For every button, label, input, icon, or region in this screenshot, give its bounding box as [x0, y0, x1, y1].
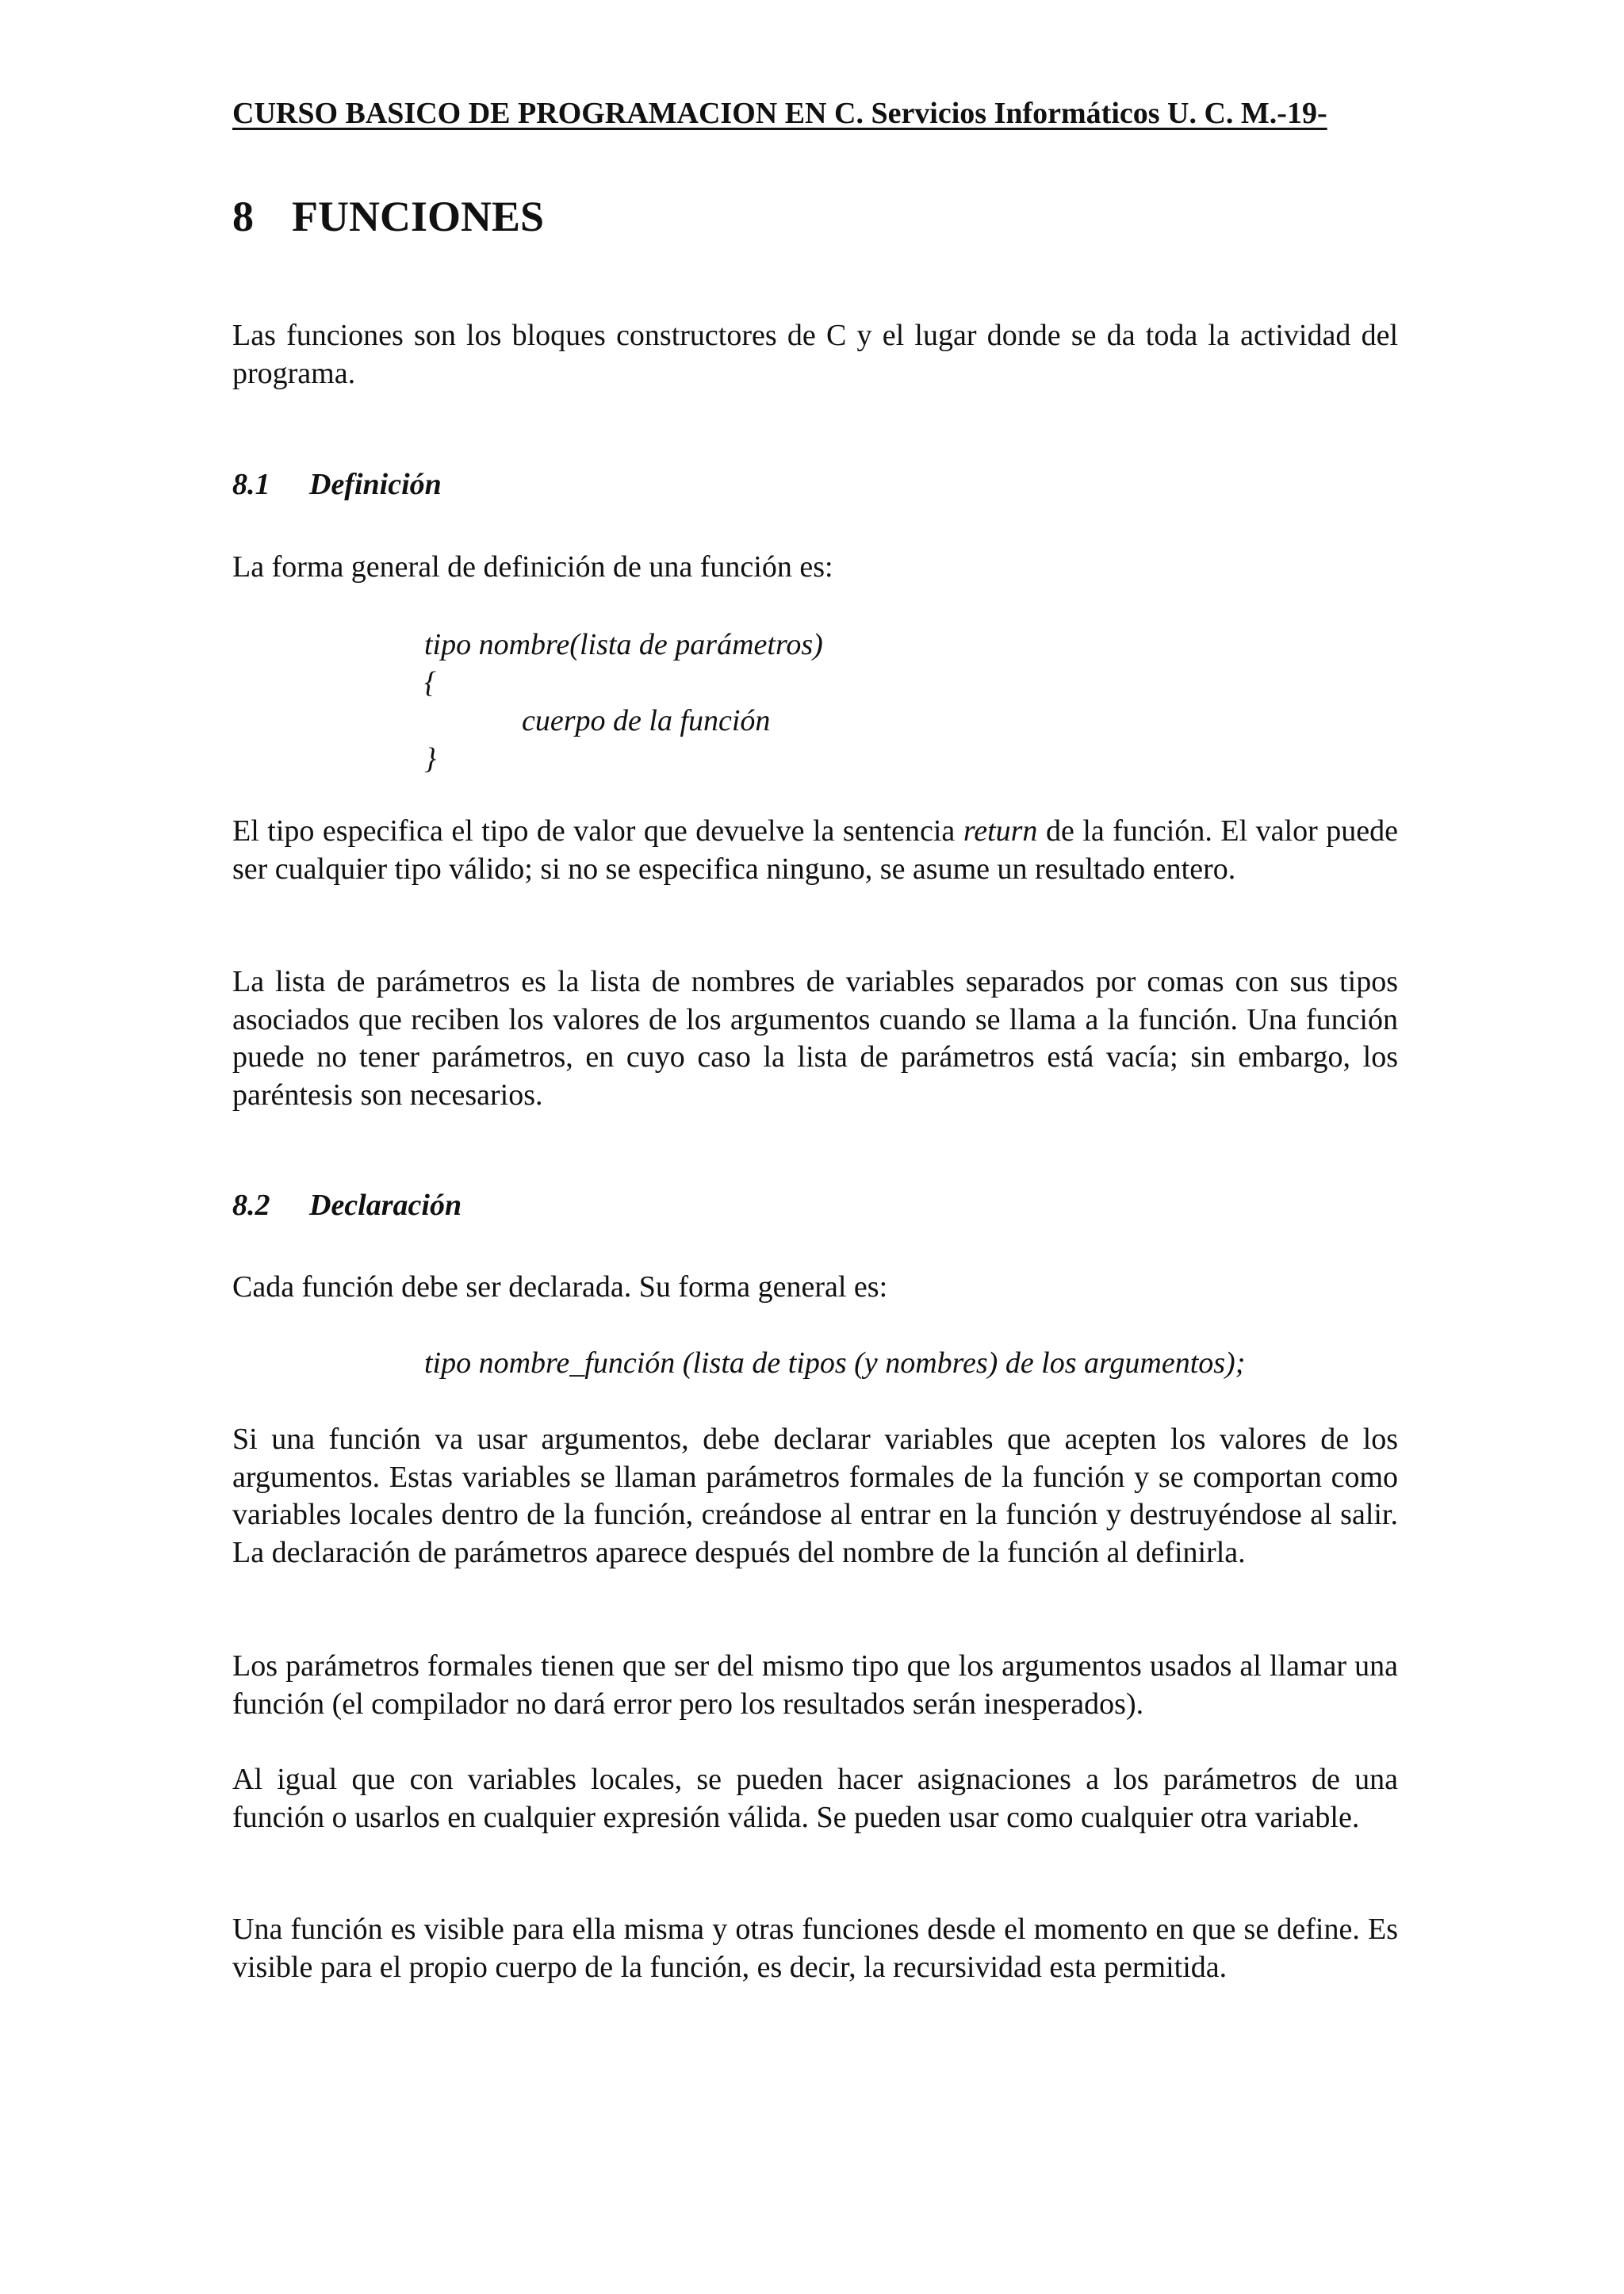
syntax-signature: tipo nombre(lista de parámetros) — [424, 628, 823, 661]
subsection-title: Definición — [309, 468, 442, 501]
subsection-heading-definicion — [232, 466, 442, 503]
definition-lead: La forma general de definición de una función es: — [232, 550, 833, 584]
subsection-title: Declaración — [309, 1189, 462, 1222]
declaration-paragraph-formal: Los parámetros formales tienen que ser del mismo tipo que los argumentos usados al llamar una función (el compilador no dará error pero los resultados serán inesperados). — [232, 1649, 1398, 1721]
declaration-paragraph-visibility: Una función es visible para ella misma y otras funciones desde el momento en que se define. Es visible para el propio cuerpo de la función, es decir, la recursividad esta permitida. — [232, 1913, 1398, 1984]
definition-paragraph-params: La lista de parámetros es la lista de nombres de variables separados por comas con sus tipos asociados que reciben los valores de los argumentos cuando se llama a la función. Una función puede no tener parámetros, en cuyo caso la lista de parámetros está vacía; sin embargo, los paréntesis son necesarios. — [232, 965, 1398, 1112]
type-text-before: El tipo especifica el tipo de valor que devuelve la sentencia — [232, 814, 963, 848]
section-number: 8 — [232, 193, 254, 240]
subsection-heading-declaracion — [232, 1187, 462, 1224]
syntax-open-brace: { — [424, 666, 437, 699]
section-heading — [232, 190, 544, 243]
section-title: FUNCIONES — [292, 193, 545, 240]
syntax-close-brace: } — [424, 742, 437, 776]
subsection-number: 8.1 — [232, 468, 270, 501]
syntax-body: cuerpo de la función — [522, 704, 771, 737]
declaration-syntax: tipo nombre_función (lista de tipos (y nombres) de los argumentos); — [424, 1346, 1246, 1380]
definition-syntax-block — [424, 626, 823, 778]
type-text-after: de la función. El valor puede ser cualquier tipo válido; si no se especifica ninguno, se asume un resultado entero. — [232, 814, 1399, 886]
running-header: CURSO BASICO DE PROGRAMACION EN C. Servicios Informáticos U. C. M.-19- — [232, 97, 1327, 130]
declaration-paragraph-assign: Al igual que con variables locales, se pueden hacer asignaciones a los parámetros de una función o usarlos en cualquier expresión válida. Se pueden usar como cualquier otra variable. — [232, 1763, 1398, 1834]
definition-paragraph-type — [232, 813, 1398, 888]
return-keyword: return — [963, 814, 1038, 848]
declaration-lead: Cada función debe ser declarada. Su forma general es: — [232, 1270, 888, 1304]
declaration-paragraph-args: Si una función va usar argumentos, debe declarar variables que acepten los valores de los argumentos. Estas variables se llaman parámetros formales de la función y se comportan como variables locales dentro de la función, creándose al entrar en la función y destruyéndose al salir. La declaración de parámetros aparece después del nombre de la función al definirla. — [232, 1423, 1398, 1569]
intro-paragraph: Las funciones son los bloques constructores de C y el lugar donde se da toda la actividad del programa. — [232, 319, 1398, 390]
subsection-number: 8.2 — [232, 1189, 270, 1222]
